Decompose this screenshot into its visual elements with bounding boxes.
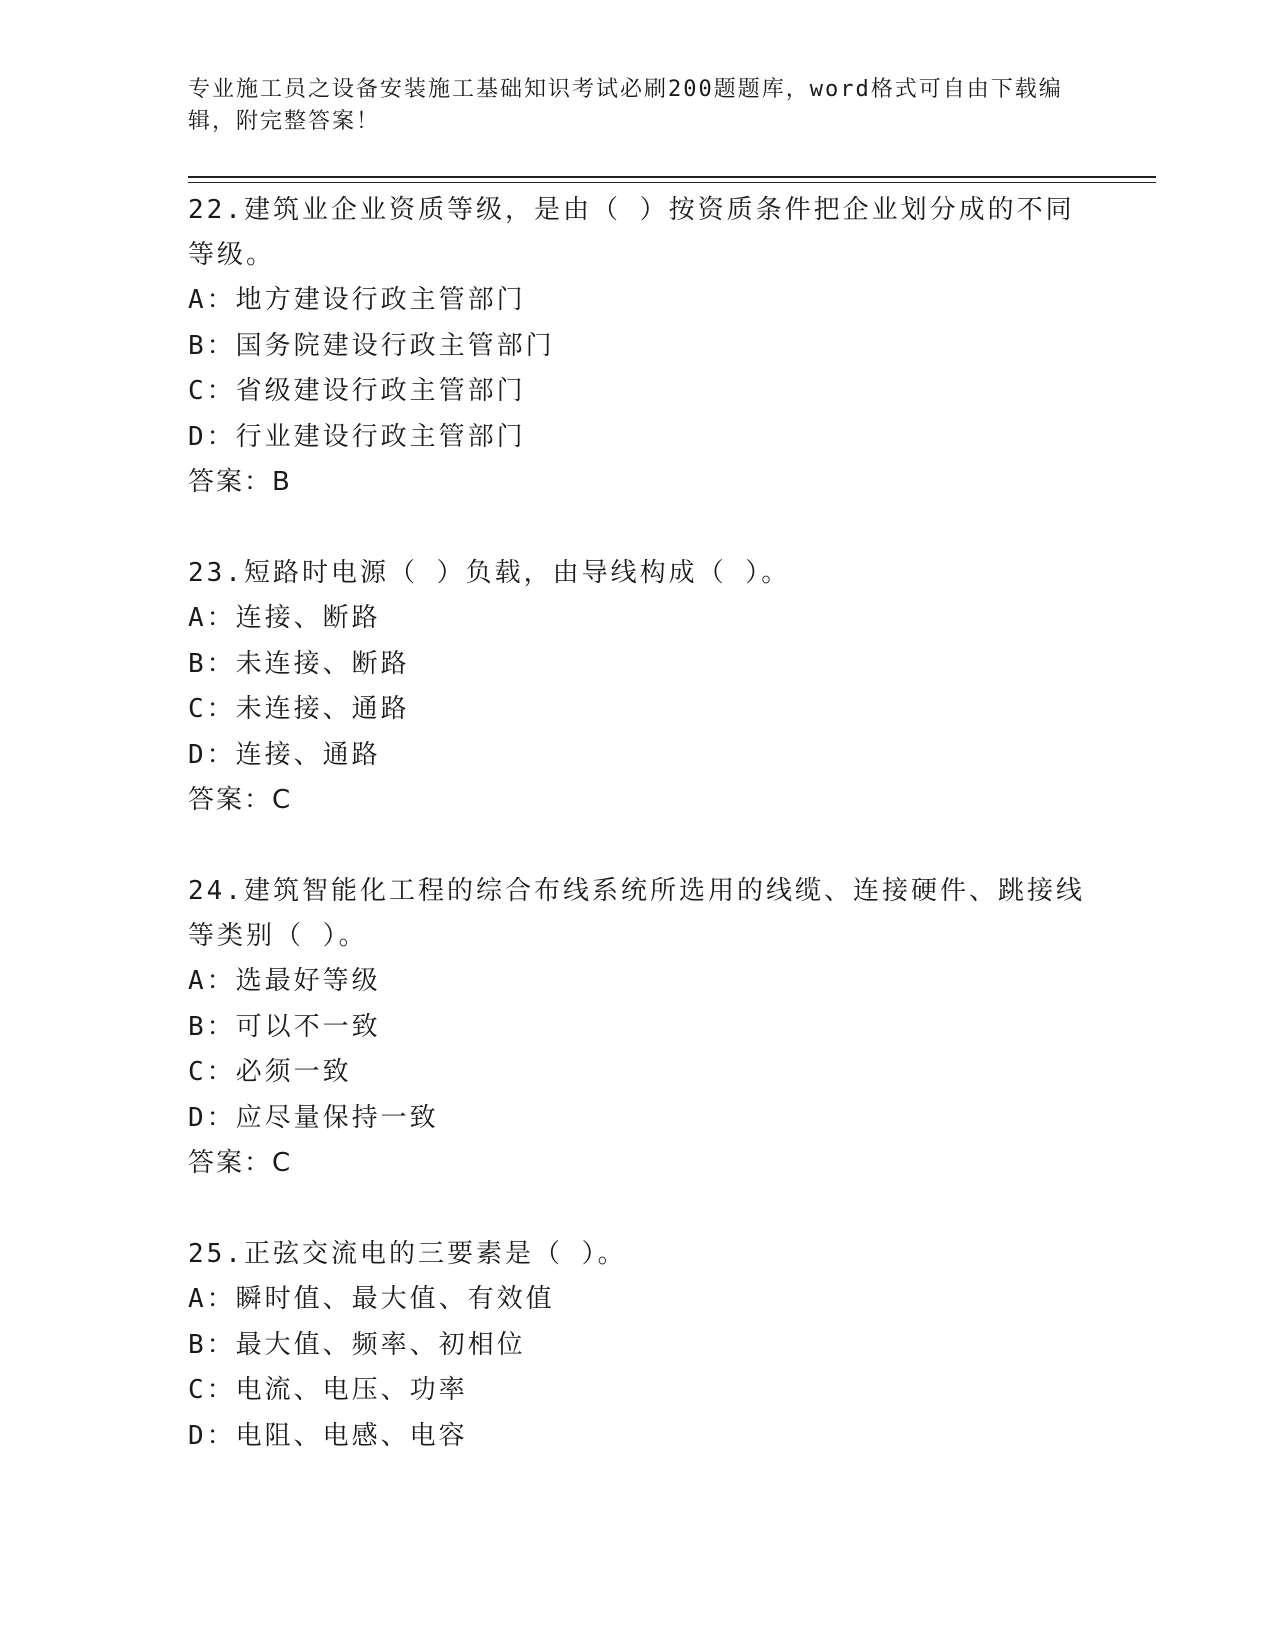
option-d: D：连接、通路 <box>188 739 381 770</box>
option-c: C：未连接、通路 <box>188 694 410 724</box>
option-d: D：电阻、电感、电容 <box>188 1420 468 1451</box>
question-stem: 25.正弦交流电的三要素是（ ）。 <box>188 1239 627 1269</box>
question-stem: 23.短路时电源（ ）负载，由导线构成（ ）。 <box>188 558 791 588</box>
question-list <box>188 188 1088 1505</box>
option-b: B：可以不一致 <box>188 1011 381 1042</box>
option-a: A：地方建设行政主管部门 <box>188 285 526 315</box>
answer-line: 答案：B <box>188 467 292 497</box>
option-a: A：瞬时值、最大值、有效值 <box>188 1284 555 1314</box>
option-b: B：未连接、断路 <box>188 648 410 679</box>
document-header: 专业施工员之设备安装施工基础知识考试必刷200题题库，word格式可自由下载编辑，附完整答案！ <box>188 77 1063 134</box>
question-24 <box>188 869 1088 1186</box>
option-c: C：电流、电压、功率 <box>188 1375 468 1405</box>
option-b: B：最大值、频率、初相位 <box>188 1329 526 1360</box>
header-divider-thin <box>188 182 1156 183</box>
option-c: C：省级建设行政主管部门 <box>188 376 526 406</box>
option-c: C：必须一致 <box>188 1057 352 1087</box>
question-22 <box>188 188 1088 505</box>
question-stem: 22.建筑业企业资质等级，是由（ ）按资质条件把企业划分成的不同等级。 <box>188 195 1075 270</box>
answer-line: 答案：C <box>188 785 293 815</box>
header-divider-thick <box>188 176 1156 178</box>
option-a: A：连接、断路 <box>188 603 381 633</box>
option-d: D：应尽量保持一致 <box>188 1102 439 1133</box>
option-d: D：行业建设行政主管部门 <box>188 421 526 452</box>
question-stem: 24.建筑智能化工程的综合布线系统所选用的线缆、连接硬件、跳接线等类别（ ）。 <box>188 876 1085 951</box>
answer-line: 答案：C <box>188 1148 293 1178</box>
question-25 <box>188 1232 1088 1459</box>
question-23 <box>188 551 1088 823</box>
option-b: B：国务院建设行政主管部门 <box>188 330 555 361</box>
option-a: A：选最好等级 <box>188 966 381 996</box>
